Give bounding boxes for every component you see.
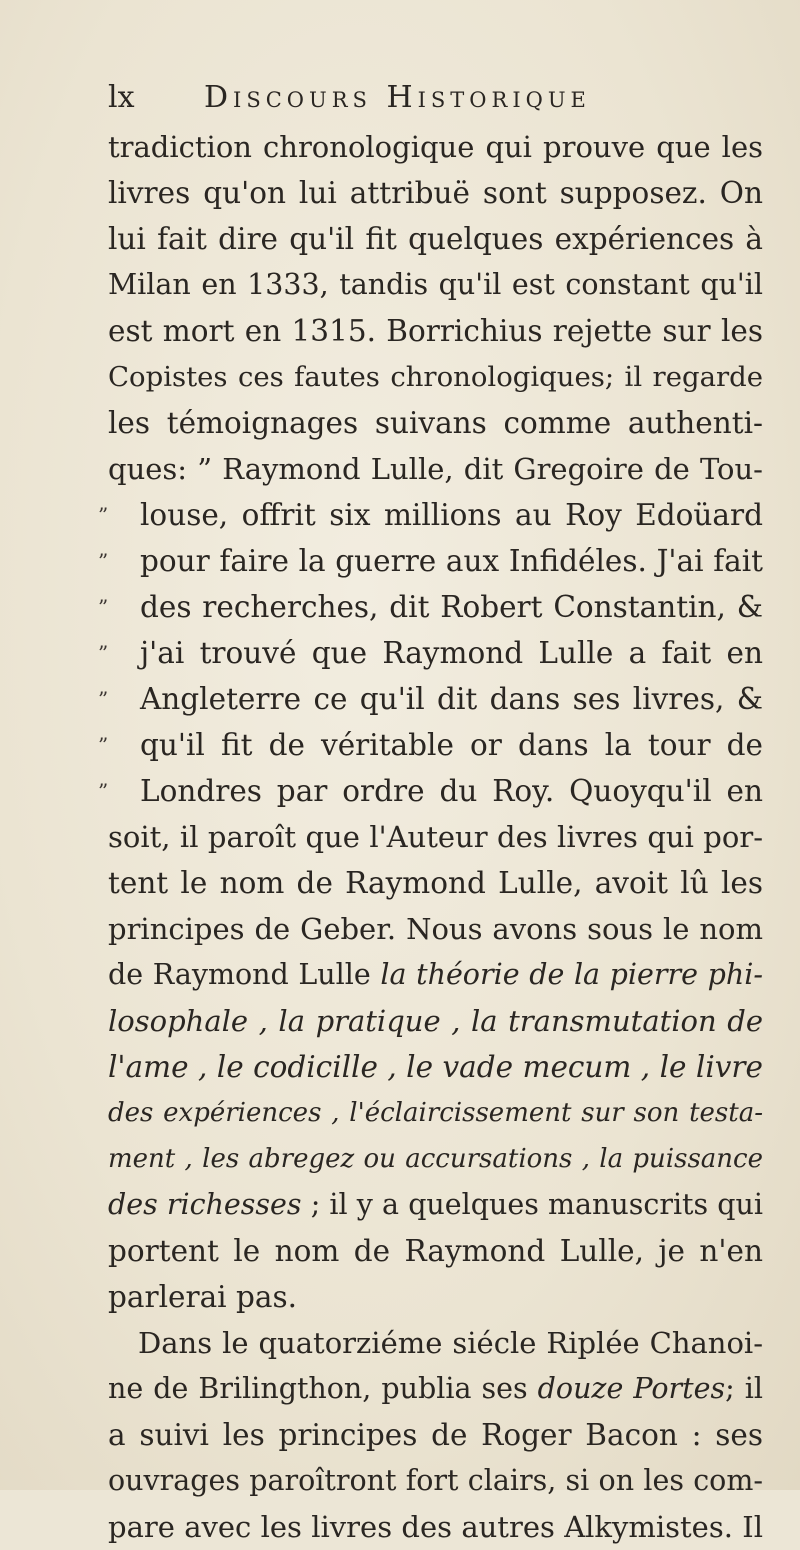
line-text: ne de Brilingthon, publia ses bbox=[108, 1372, 538, 1405]
text-line bbox=[108, 262, 763, 308]
line-text: livres qu'on lui attribuë sont supposez. On bbox=[108, 176, 763, 210]
text-line bbox=[108, 1228, 763, 1274]
italic-title-text: la théorie de la pierre phi- bbox=[380, 958, 764, 991]
quote-mark: ” bbox=[98, 549, 109, 573]
italic-title-text: losophale , la pratique , la transmutation de bbox=[108, 1004, 763, 1038]
text-line bbox=[108, 446, 763, 492]
line-text: tradiction chronologique qui prouve que les bbox=[108, 130, 763, 164]
text-line bbox=[108, 1044, 763, 1090]
text-line bbox=[108, 1182, 763, 1228]
quote-mark: ” bbox=[98, 503, 109, 527]
text-block bbox=[98, 124, 764, 1550]
line-text: Copistes ces fautes chronologiques; il regarde bbox=[108, 361, 763, 393]
line-text: des recherches, dit Robert Constantin, & bbox=[140, 590, 763, 624]
line-text: est mort en 1315. Borrichius rejette sur les bbox=[108, 314, 763, 348]
text-line bbox=[108, 1458, 763, 1504]
line-text: les témoignages suivans comme authenti- bbox=[108, 406, 763, 440]
italic-title-text: douze Portes bbox=[537, 1372, 726, 1405]
text-line bbox=[98, 630, 763, 676]
italic-title-text: des expériences , l'éclaircissement sur son testa- bbox=[108, 1098, 763, 1128]
italic-title-text: l'ame , le codicille , le vade mecum , le livre bbox=[108, 1050, 763, 1084]
text-line bbox=[108, 952, 763, 998]
line-text: Dans le quatorziéme siécle Riplée Chanoi- bbox=[138, 1326, 763, 1360]
line-text: qu'il fit de véritable or dans la tour de bbox=[140, 728, 763, 762]
quote-mark: ” bbox=[98, 687, 109, 711]
line-text: pour faire la guerre aux Infidéles. J'ai fait bbox=[140, 544, 763, 578]
text-line bbox=[108, 1136, 763, 1182]
quote-mark: ” bbox=[98, 733, 109, 757]
text-line bbox=[108, 860, 763, 906]
text-line bbox=[108, 308, 763, 354]
text-line bbox=[108, 124, 763, 170]
text-line bbox=[108, 1320, 763, 1366]
line-text: lui fait dire qu'il fit quelques expériences à bbox=[108, 222, 763, 256]
quote-mark: ” bbox=[98, 595, 109, 619]
line-text: principes de Geber. Nous avons sous le nom bbox=[108, 912, 763, 946]
text-line bbox=[108, 1366, 763, 1412]
text-line bbox=[108, 170, 763, 216]
line-text: parlerai pas. bbox=[108, 1280, 297, 1314]
line-text: soit, il paroît que l'Auteur des livres qui por- bbox=[108, 820, 763, 854]
quote-mark: ” bbox=[98, 641, 109, 665]
line-text: Angleterre ce qu'il dit dans ses livres, & bbox=[140, 682, 763, 716]
text-line bbox=[108, 998, 763, 1044]
running-title: Discours Historique bbox=[204, 80, 591, 115]
text-line bbox=[108, 1090, 763, 1136]
text-line bbox=[108, 814, 763, 860]
line-text: ques: ” Raymond Lulle, dit Gregoire de Tou- bbox=[108, 452, 763, 486]
text-line bbox=[98, 768, 763, 814]
italic-title-text: des richesses bbox=[108, 1188, 302, 1221]
quote-mark: ” bbox=[98, 779, 109, 803]
line-text: j'ai trouvé que Raymond Lulle a fait en bbox=[140, 636, 763, 670]
text-line bbox=[98, 584, 763, 630]
text-line bbox=[98, 676, 763, 722]
line-text: pare avec les livres des autres Alkymistes. Il bbox=[108, 1510, 763, 1544]
line-text: portent le nom de Raymond Lulle, je n'en bbox=[108, 1234, 763, 1268]
text-line bbox=[108, 354, 763, 400]
text-line bbox=[98, 492, 763, 538]
line-text: Londres par ordre du Roy. Quoyqu'il en bbox=[140, 774, 763, 808]
folio-number: lx bbox=[108, 80, 135, 115]
text-line bbox=[108, 906, 763, 952]
text-line bbox=[108, 400, 763, 446]
text-line bbox=[108, 1274, 763, 1320]
text-line bbox=[108, 1504, 763, 1550]
italic-title-text: ment , les abregez ou accursations , la puissance bbox=[108, 1144, 763, 1174]
line-text: tent le nom de Raymond Lulle, avoit lû les bbox=[108, 866, 763, 900]
line-text: ; il y a quelques manuscrits qui bbox=[301, 1188, 763, 1221]
line-text: ; il bbox=[725, 1372, 764, 1405]
text-line bbox=[98, 722, 763, 768]
line-text: louse, offrit six millions au Roy Edoüard bbox=[140, 498, 763, 532]
text-line bbox=[108, 216, 763, 262]
line-text: a suivi les principes de Roger Bacon : ses bbox=[108, 1418, 763, 1452]
running-header bbox=[108, 78, 748, 118]
line-text: Milan en 1333, tandis qu'il est constant qu'il bbox=[108, 268, 763, 301]
text-line bbox=[98, 538, 763, 584]
text-line bbox=[108, 1412, 763, 1458]
line-text: ouvrages paroîtront fort clairs, si on les com- bbox=[108, 1464, 763, 1497]
line-text: de Raymond Lulle bbox=[108, 958, 381, 991]
